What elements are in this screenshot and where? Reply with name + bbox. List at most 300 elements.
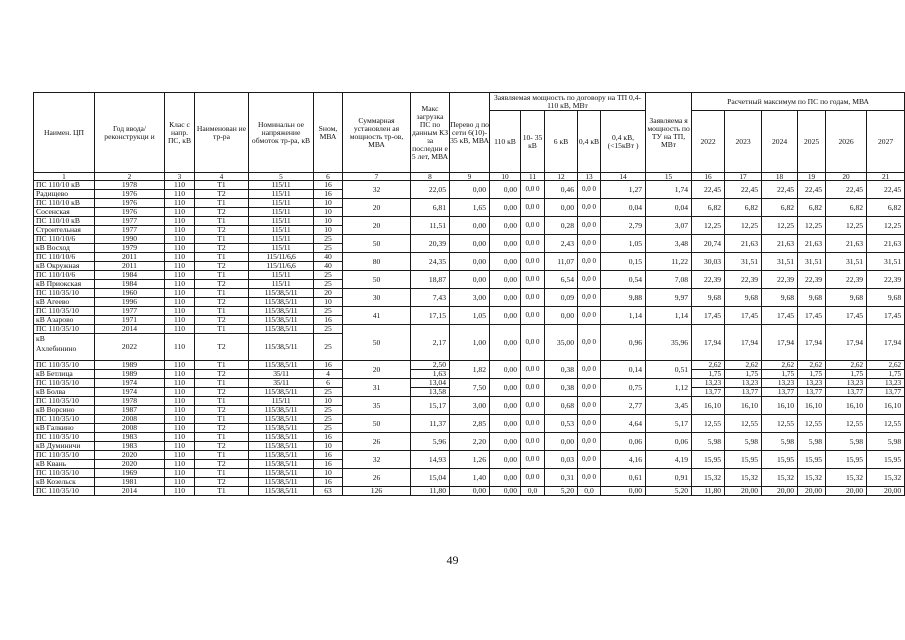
total-capacity: 30 xyxy=(343,289,411,307)
substation-name: ПС 110/35/10 xyxy=(34,469,95,478)
header-year-2025: 2025 xyxy=(798,111,826,173)
forecast-2023: 17,94 xyxy=(725,325,762,361)
rated-voltage: 115/38,5/11 xyxy=(249,325,314,334)
voltage-class: 110 xyxy=(165,325,195,334)
commission-year: 1976 xyxy=(95,190,165,199)
forecast-2027: 12,25 xyxy=(867,217,905,235)
declared-10-35: 0,0 0 xyxy=(521,199,545,217)
column-number: 17 xyxy=(725,173,762,181)
snom-value: 10 xyxy=(314,199,343,208)
commission-year: 1989 xyxy=(95,361,165,370)
declared-04: 0,0 0 xyxy=(578,235,601,253)
declared-04: 0,0 0 xyxy=(578,271,601,289)
commission-year: 1989 xyxy=(95,370,165,379)
voltage-class: 110 xyxy=(165,253,195,262)
rated-voltage: 115/11 xyxy=(249,235,314,244)
rated-voltage: 115/38,5/11 xyxy=(249,406,314,415)
snom-value: 40 xyxy=(314,262,343,271)
substation-name: ПС 110/35/10 xyxy=(34,379,95,388)
forecast-2027: 1,75 xyxy=(867,370,905,379)
commission-year: 1977 xyxy=(95,226,165,235)
substation-name: кВ Приокская xyxy=(34,280,95,289)
forecast-2023: 17,45 xyxy=(725,307,762,325)
snom-value: 20 xyxy=(314,289,343,298)
commission-year: 1974 xyxy=(95,379,165,388)
forecast-2023: 13,77 xyxy=(725,388,762,397)
commission-year: 2008 xyxy=(95,415,165,424)
total-capacity: 20 xyxy=(343,361,411,379)
declared-04: 0,0 0 xyxy=(578,415,601,433)
transfer-value: 1,00 xyxy=(450,325,490,361)
max-load: 11,37 xyxy=(411,415,450,433)
forecast-2025: 1,75 xyxy=(798,370,826,379)
forecast-2024: 1,75 xyxy=(762,370,798,379)
max-load: 17,15 xyxy=(411,307,450,325)
voltage-class: 110 xyxy=(165,451,195,460)
transfer-value: 0,00 xyxy=(450,487,490,496)
forecast-2023: 15,95 xyxy=(725,451,762,469)
forecast-2025: 15,32 xyxy=(798,469,826,487)
forecast-2026: 15,32 xyxy=(826,469,867,487)
rated-voltage: 115/11 xyxy=(249,208,314,217)
substation-name: ПС 110/35/10 xyxy=(34,289,95,298)
forecast-2022: 11,80 xyxy=(692,487,725,496)
snom-value: 4 xyxy=(314,370,343,379)
declared-04: 0,0 0 xyxy=(578,217,601,235)
voltage-class: 110 xyxy=(165,190,195,199)
max-load: 14,93 xyxy=(411,451,450,469)
header-d-04-lt: 0,4 кВ, (<15кВт ) xyxy=(601,111,646,173)
forecast-2026: 31,51 xyxy=(826,253,867,271)
transformer-name: Т1 xyxy=(195,199,249,208)
transfer-value: 2,20 xyxy=(450,433,490,451)
rated-voltage: 35/11 xyxy=(249,379,314,388)
declared-04: 0,0 0 xyxy=(578,469,601,487)
declared-tu: 11,22 xyxy=(646,253,692,271)
forecast-2026: 6,82 xyxy=(826,199,867,217)
rated-voltage: 115/38,5/11 xyxy=(249,451,314,460)
voltage-class: 110 xyxy=(165,406,195,415)
forecast-2022: 20,74 xyxy=(692,235,725,253)
substation-name: кВ Думиничи xyxy=(34,442,95,451)
column-number: 16 xyxy=(692,173,725,181)
table-row xyxy=(34,199,905,208)
forecast-2024: 17,45 xyxy=(762,307,798,325)
transformer-name: Т1 xyxy=(195,451,249,460)
substation-name: кВ Окружная xyxy=(34,262,95,271)
transformer-name: Т2 xyxy=(195,406,249,415)
commission-year: 1996 xyxy=(95,298,165,307)
declared-110: 0,00 xyxy=(490,415,521,433)
declared-110: 0,00 xyxy=(490,325,521,361)
substation-name: ПС 110/35/10 xyxy=(34,451,95,460)
snom-value: 25 xyxy=(314,325,343,334)
forecast-2026: 13,23 xyxy=(826,379,867,388)
declared-10-35: 0,0 0 xyxy=(521,181,545,199)
commission-year: 1974 xyxy=(95,388,165,397)
voltage-class: 110 xyxy=(165,235,195,244)
voltage-class: 110 xyxy=(165,226,195,235)
declared-04: 0,0 0 xyxy=(578,361,601,379)
forecast-2023: 5,98 xyxy=(725,433,762,451)
forecast-2027: 13,23 xyxy=(867,379,905,388)
forecast-2027: 12,55 xyxy=(867,415,905,433)
header-d-10-35: 10- 35 кВ xyxy=(521,111,545,173)
column-number: 20 xyxy=(826,173,867,181)
substation-name: кВ Квань xyxy=(34,460,95,469)
max-load: 18,87 xyxy=(411,271,450,289)
total-capacity: 126 xyxy=(343,487,411,496)
commission-year: 1979 xyxy=(95,244,165,253)
commission-year: 2011 xyxy=(95,262,165,271)
declared-04-lt: 0,96 xyxy=(601,325,646,361)
substation-name: ПС 110/35/10 xyxy=(34,487,95,496)
rated-voltage: 115/38,5/11 xyxy=(249,487,314,496)
max-load: 7,43 xyxy=(411,289,450,307)
transformer-name: Т2 xyxy=(195,424,249,433)
declared-tu: 1,12 xyxy=(646,379,692,397)
forecast-2027: 15,95 xyxy=(867,451,905,469)
header-forecast-group: Расчетный максимум по ПС по годам, МВА xyxy=(692,93,905,111)
snom-value: 10 xyxy=(314,397,343,406)
commission-year: 2014 xyxy=(95,487,165,496)
rated-voltage: 115/11 xyxy=(249,217,314,226)
transformer-name: Т1 xyxy=(195,307,249,316)
forecast-2026: 9,68 xyxy=(826,289,867,307)
header-year-2026: 2026 xyxy=(826,111,867,173)
header-d-110: 110 кВ xyxy=(490,111,521,173)
column-number: 8 xyxy=(411,173,450,181)
rated-voltage: 115/38,5/11 xyxy=(249,478,314,487)
table-row xyxy=(34,415,905,424)
commission-year: 1969 xyxy=(95,469,165,478)
transformer-name: Т1 xyxy=(195,361,249,370)
max-load: 20,39 xyxy=(411,235,450,253)
header-year-2022: 2022 xyxy=(692,111,725,173)
declared-tu: 7,08 xyxy=(646,271,692,289)
snom-value: 25 xyxy=(314,424,343,433)
header-declared-group: Заявляемая мощность по договору на ТП 0,4-110 кВ, МВт xyxy=(490,93,646,111)
max-load: 15,17 xyxy=(411,397,450,415)
forecast-2026: 12,55 xyxy=(826,415,867,433)
commission-year: 1984 xyxy=(95,271,165,280)
header-year-2023: 2023 xyxy=(725,111,762,173)
forecast-2026: 2,62 xyxy=(826,361,867,370)
declared-04-lt: 0,00 xyxy=(601,487,646,496)
rated-voltage: 115/38,5/11 xyxy=(249,469,314,478)
table-row xyxy=(34,361,905,370)
declared-6: 0,53 xyxy=(545,415,578,433)
voltage-class: 110 xyxy=(165,280,195,289)
transformer-name: Т2 xyxy=(195,460,249,469)
table-row xyxy=(34,181,905,190)
forecast-2022: 12,55 xyxy=(692,415,725,433)
declared-110: 0,00 xyxy=(490,217,521,235)
forecast-2025: 16,10 xyxy=(798,397,826,415)
transformer-name: Т1 xyxy=(195,253,249,262)
column-number: 6 xyxy=(314,173,343,181)
forecast-2024: 2,62 xyxy=(762,361,798,370)
declared-10-35: 0,0 0 xyxy=(521,289,545,307)
voltage-class: 110 xyxy=(165,460,195,469)
declared-110: 0,00 xyxy=(490,271,521,289)
forecast-2023: 21,63 xyxy=(725,235,762,253)
forecast-2024: 21,63 xyxy=(762,235,798,253)
declared-tu: 1,14 xyxy=(646,307,692,325)
voltage-class: 110 xyxy=(165,289,195,298)
declared-6: 0,28 xyxy=(545,217,578,235)
rated-voltage: 115/38,5/11 xyxy=(249,424,314,433)
column-number: 3 xyxy=(165,173,195,181)
transformer-name: Т2 xyxy=(195,334,249,361)
forecast-2026: 17,94 xyxy=(826,325,867,361)
voltage-class: 110 xyxy=(165,487,195,496)
substation-name: ПС 110/35/10 xyxy=(34,415,95,424)
declared-04-lt: 0,06 xyxy=(601,433,646,451)
forecast-2023: 15,32 xyxy=(725,469,762,487)
header-rated-voltage: Номинальн ое напряжение обмоток тр-ра, кВ xyxy=(249,93,314,173)
declared-tu: 0,06 xyxy=(646,433,692,451)
declared-6: 0,00 xyxy=(545,433,578,451)
forecast-2024: 13,77 xyxy=(762,388,798,397)
rated-voltage: 115/38,5/11 xyxy=(249,460,314,469)
forecast-2025: 13,23 xyxy=(798,379,826,388)
snom-value: 16 xyxy=(314,460,343,469)
commission-year: 1987 xyxy=(95,406,165,415)
declared-6: 0,00 xyxy=(545,307,578,325)
forecast-2024: 15,32 xyxy=(762,469,798,487)
transformer-name: Т1 xyxy=(195,181,249,190)
declared-6: 0,31 xyxy=(545,469,578,487)
transfer-value: 3,00 xyxy=(450,397,490,415)
forecast-2022: 17,94 xyxy=(692,325,725,361)
substation-name xyxy=(34,334,95,361)
forecast-2025: 22,45 xyxy=(798,181,826,199)
snom-value: 16 xyxy=(314,478,343,487)
declared-110: 0,00 xyxy=(490,199,521,217)
commission-year: 2020 xyxy=(95,460,165,469)
declared-04-lt: 0,75 xyxy=(601,379,646,397)
declared-10-35: 0,0 0 xyxy=(521,253,545,271)
table-row xyxy=(34,487,905,496)
substation-name: кВ Азарово xyxy=(34,316,95,325)
declared-10-35: 0,0 0 xyxy=(521,469,545,487)
header-d-6: 6 кВ xyxy=(545,111,578,173)
header-transformer-name: Наименован ие тр-ра xyxy=(195,93,249,173)
forecast-2027: 16,10 xyxy=(867,397,905,415)
rated-voltage: 115/11 xyxy=(249,190,314,199)
voltage-class: 110 xyxy=(165,244,195,253)
rated-voltage: 115/11 xyxy=(249,244,314,253)
declared-tu: 3,45 xyxy=(646,397,692,415)
declared-tu: 5,20 xyxy=(646,487,692,496)
voltage-class: 110 xyxy=(165,388,195,397)
snom-value: 25 xyxy=(314,280,343,289)
total-capacity: 50 xyxy=(343,271,411,289)
forecast-2024: 22,45 xyxy=(762,181,798,199)
total-capacity: 20 xyxy=(343,217,411,235)
declared-6: 0,38 xyxy=(545,379,578,397)
declared-110: 0,00 xyxy=(490,379,521,397)
column-number: 7 xyxy=(343,173,411,181)
rated-voltage: 115/38,5/11 xyxy=(249,316,314,325)
commission-year: 1976 xyxy=(95,208,165,217)
substation-name: кВ Бетлица xyxy=(34,370,95,379)
forecast-2025: 21,63 xyxy=(798,235,826,253)
commission-year: 1960 xyxy=(95,289,165,298)
forecast-2025: 12,25 xyxy=(798,217,826,235)
transfer-value: 2,85 xyxy=(450,415,490,433)
transformer-name: Т1 xyxy=(195,325,249,334)
forecast-2023: 31,51 xyxy=(725,253,762,271)
declared-04-lt: 0,04 xyxy=(601,199,646,217)
rated-voltage: 115/11/6,6 xyxy=(249,262,314,271)
declared-04: 0,0 0 xyxy=(578,181,601,199)
commission-year: 1983 xyxy=(95,442,165,451)
voltage-class: 110 xyxy=(165,199,195,208)
commission-year: 1984 xyxy=(95,280,165,289)
commission-year: 1971 xyxy=(95,316,165,325)
voltage-class: 110 xyxy=(165,469,195,478)
forecast-2022: 15,32 xyxy=(692,469,725,487)
voltage-class: 110 xyxy=(165,181,195,190)
transformer-name: Т2 xyxy=(195,208,249,217)
forecast-2027: 21,63 xyxy=(867,235,905,253)
table-row xyxy=(34,253,905,262)
column-number: 12 xyxy=(545,173,578,181)
rated-voltage: 115/11/6,6 xyxy=(249,253,314,262)
substation-name: ПС 110/10/6 xyxy=(34,235,95,244)
rated-voltage: 115/11 xyxy=(249,226,314,235)
forecast-2022: 17,45 xyxy=(692,307,725,325)
substation-load-table xyxy=(33,92,905,496)
forecast-2025: 15,95 xyxy=(798,451,826,469)
snom-value: 25 xyxy=(314,415,343,424)
substation-name: ПС 110/10/6 xyxy=(34,253,95,262)
rated-voltage: 115/11 xyxy=(249,181,314,190)
forecast-2023: 22,45 xyxy=(725,181,762,199)
forecast-2024: 12,25 xyxy=(762,217,798,235)
snom-value: 16 xyxy=(314,361,343,370)
table-row xyxy=(34,469,905,478)
declared-04: 0,0 0 xyxy=(578,253,601,271)
forecast-2024: 31,51 xyxy=(762,253,798,271)
transfer-value: 1,26 xyxy=(450,451,490,469)
transformer-name: Т2 xyxy=(195,388,249,397)
declared-10-35: 0,0 0 xyxy=(521,271,545,289)
declared-04-lt: 0,54 xyxy=(601,271,646,289)
forecast-2027: 17,94 xyxy=(867,325,905,361)
forecast-2027: 9,68 xyxy=(867,289,905,307)
snom-value: 16 xyxy=(314,181,343,190)
max-load: 15,04 xyxy=(411,469,450,487)
voltage-class: 110 xyxy=(165,442,195,451)
voltage-class: 110 xyxy=(165,361,195,370)
snom-value: 63 xyxy=(314,487,343,496)
forecast-2026: 1,75 xyxy=(826,370,867,379)
transformer-name: Т2 xyxy=(195,244,249,253)
header-declared-tu: Заявляема я мощность по ТУ на ТП, МВт xyxy=(646,93,692,173)
forecast-2026: 12,25 xyxy=(826,217,867,235)
substation-name: кВ Ворсино xyxy=(34,406,95,415)
forecast-2022: 1,75 xyxy=(692,370,725,379)
declared-tu: 0,04 xyxy=(646,199,692,217)
transformer-name: Т1 xyxy=(195,379,249,388)
snom-value: 16 xyxy=(314,451,343,460)
forecast-2025: 5,98 xyxy=(798,433,826,451)
substation-name: ПС 110/10/6 xyxy=(34,271,95,280)
transformer-name: Т1 xyxy=(195,415,249,424)
declared-6: 0,68 xyxy=(545,397,578,415)
column-number: 19 xyxy=(798,173,826,181)
voltage-class: 110 xyxy=(165,307,195,316)
commission-year: 1978 xyxy=(95,397,165,406)
voltage-class: 110 xyxy=(165,397,195,406)
transfer-value: 0,00 xyxy=(450,217,490,235)
declared-110: 0,00 xyxy=(490,181,521,199)
substation-name: Радищево xyxy=(34,190,95,199)
snom-value: 6 xyxy=(314,379,343,388)
forecast-2025: 12,55 xyxy=(798,415,826,433)
forecast-2027: 31,51 xyxy=(867,253,905,271)
header-total-capacity: Суммарная установлен ая мощность тр-ов, МВА xyxy=(343,93,411,173)
forecast-2026: 20,00 xyxy=(826,487,867,496)
header-year-2024: 2024 xyxy=(762,111,798,173)
transfer-value: 0,00 xyxy=(450,235,490,253)
column-number: 13 xyxy=(578,173,601,181)
declared-6: 5,20 xyxy=(545,487,578,496)
declared-6: 0,38 xyxy=(545,361,578,379)
forecast-2024: 6,82 xyxy=(762,199,798,217)
declared-04-lt: 9,88 xyxy=(601,289,646,307)
forecast-2027: 20,00 xyxy=(867,487,905,496)
commission-year: 2008 xyxy=(95,424,165,433)
rated-voltage: 115/38,5/11 xyxy=(249,388,314,397)
transformer-name: Т2 xyxy=(195,316,249,325)
declared-110: 0,00 xyxy=(490,307,521,325)
declared-tu: 3,07 xyxy=(646,217,692,235)
declared-04-lt: 1,14 xyxy=(601,307,646,325)
forecast-2023: 2,62 xyxy=(725,361,762,370)
voltage-class: 110 xyxy=(165,217,195,226)
forecast-2024: 15,95 xyxy=(762,451,798,469)
voltage-class: 110 xyxy=(165,208,195,217)
header-max-load: Макс загрузка ПС по данным КЗ за последни е 5 лет, МВА xyxy=(411,93,450,173)
column-number: 4 xyxy=(195,173,249,181)
declared-04: 0,0 xyxy=(578,487,601,496)
forecast-2024: 22,39 xyxy=(762,271,798,289)
transformer-name: Т1 xyxy=(195,271,249,280)
rated-voltage: 115/38,5/11 xyxy=(249,334,314,361)
forecast-2022: 5,98 xyxy=(692,433,725,451)
declared-tu: 0,91 xyxy=(646,469,692,487)
transformer-name: Т2 xyxy=(195,190,249,199)
substation-name: кВ Козельск xyxy=(34,478,95,487)
transformer-name: Т2 xyxy=(195,442,249,451)
transformer-name: Т2 xyxy=(195,280,249,289)
declared-10-35: 0,0 0 xyxy=(521,307,545,325)
forecast-2027: 17,45 xyxy=(867,307,905,325)
total-capacity: 50 xyxy=(343,235,411,253)
transfer-value: 1,82 xyxy=(450,361,490,379)
forecast-2022: 13,23 xyxy=(692,379,725,388)
declared-110: 0,00 xyxy=(490,397,521,415)
forecast-2026: 5,98 xyxy=(826,433,867,451)
max-load: 11,51 xyxy=(411,217,450,235)
substation-name: Строительная xyxy=(34,226,95,235)
max-load: 2,17 xyxy=(411,325,450,361)
snom-value: 10 xyxy=(314,226,343,235)
